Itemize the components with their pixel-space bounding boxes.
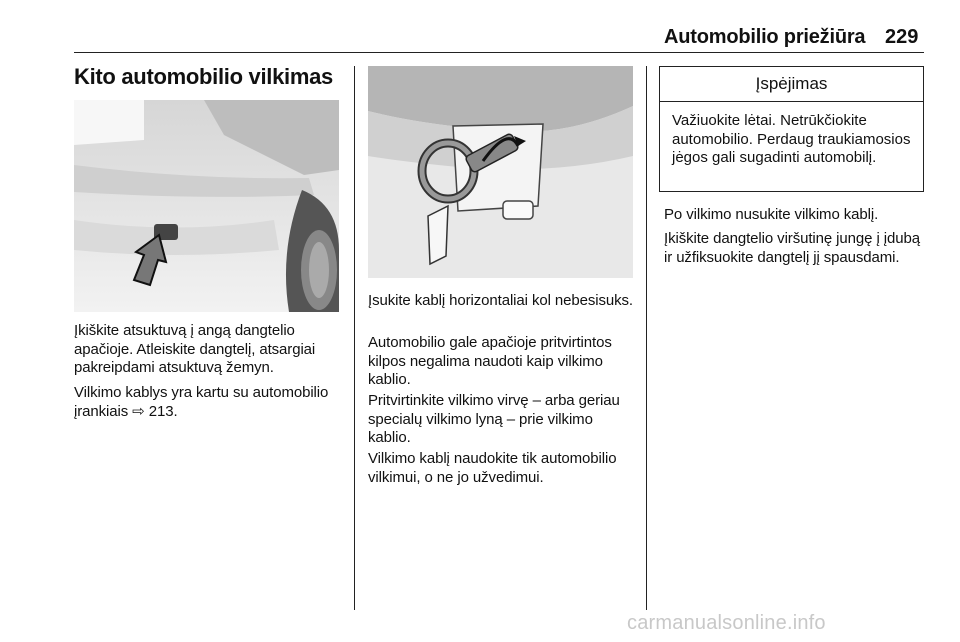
rear-bumper-cover-illustration [74,100,339,312]
column2-paragraph-3: Pritvirtinkite vilkimo virvę – arba geriau specialų vilkimo lyną – prie vilkimo kablio. [368,392,620,446]
column3-paragraph-2: Įkiškite dangtelio viršutinę jungę į įdubą ir užfiksuokite dangtelį jį spausdami. [664,230,920,266]
warning-box [659,66,924,192]
towing-eye-illustration [368,66,633,278]
section-title: Kito automobilio vilkimas [74,64,333,89]
column1-paragraph-2: Vilkimo kablys yra kartu su automobilio įrankiais ⇨ 213. [74,384,329,420]
header-rule [74,52,924,53]
column-divider-left [354,66,355,610]
warning-text: Važiuokite lėtai. Netrūkčiokite automobilio. Perdaug traukiamosios jėgos gali sugadinti automobilį. [672,112,911,166]
page-header-title: Automobilio priežiūra [664,26,866,48]
page-number: 229 [885,26,919,48]
column2-paragraph-2: Automobilio gale apačioje pritvirtintos kilpos negalima naudoti kaip vilkimo kablio. [368,334,612,388]
column3-paragraph-1: Po vilkimo nusukite vilkimo kablį. [664,206,879,223]
column-divider-right [646,66,647,610]
warning-title: Įspėjimas [660,67,923,102]
column1-paragraph-1: Įkiškite atsuktuvą į angą dangtelio apačioje. Atleiskite dangtelį, atsargiai pakreipdami atsuktuvą žemyn. [74,322,316,376]
rear-bumper-drawing [74,100,339,312]
watermark-text: carmanualsonline.info [627,612,826,634]
column2-paragraph-1: Įsukite kablį horizontaliai kol nebesisuks. [368,292,634,309]
towing-eye-drawing [368,66,633,278]
column2-paragraph-4: Vilkimo kablį naudokite tik automobilio vilkimui, o ne jo užvedimui. [368,450,617,486]
